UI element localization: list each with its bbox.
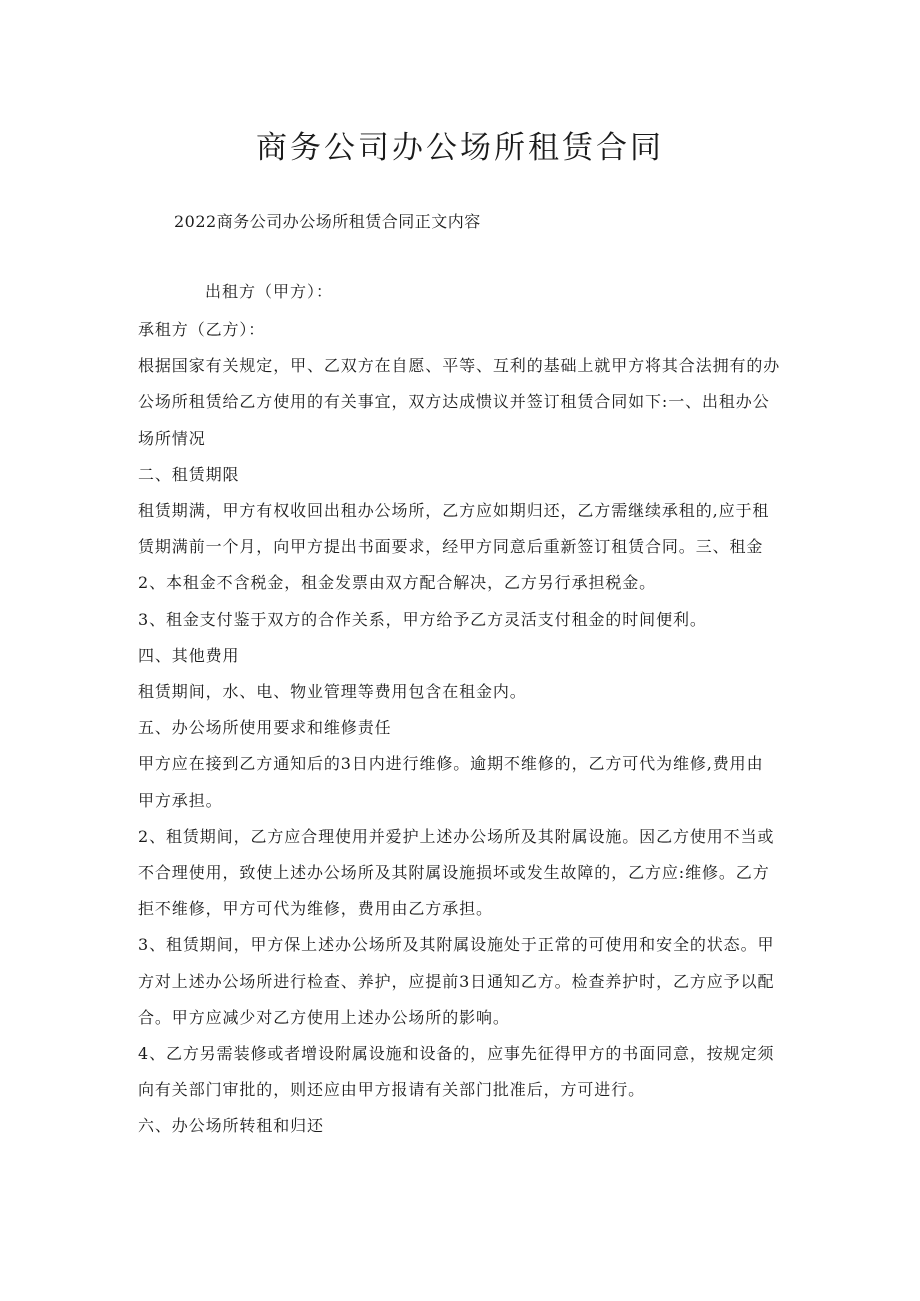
body-line: 公场所租赁给乙方使用的有关事宜，双方达成愦议并签订租赁合同如下:一、出租办公 [138, 392, 770, 412]
body-line: 2、本租金不含税金，租金发票由双方配合解决，乙方另行承担税金。 [138, 573, 657, 593]
body-line: 场所情况 [138, 428, 206, 448]
body-line: 租赁期间，水、电、物业管理等费用包含在租金内。 [138, 682, 527, 702]
body-line: 租赁期满，甲方有权收回出租办公场所，乙方应如期归还，乙方需继续承租的,应于租 [138, 501, 770, 521]
body-line: 甲方承担。 [138, 790, 223, 810]
body-line: 赁期满前一个月，向甲方提出书面要求，经甲方同意后重新签订租赁合同。三、租金 [138, 537, 764, 557]
document-title: 商务公司办公场所租赁合同 [256, 130, 664, 166]
body-line: 3、租金支付鉴于双方的合作关系，甲方给予乙方灵活支付租金的时间便利。 [138, 609, 707, 629]
body-line: 方对上述办公场所进行检查、养护，应提前3日通知乙方。检查养护时，乙方应予以配 [138, 971, 775, 991]
document-subtitle: 2022商务公司办公场所租赁合同正文内容 [174, 212, 481, 231]
body-line: 甲方应在接到乙方通知后的3日内进行维修。逾期不维修的，乙方可代为维修,费用由 [138, 754, 764, 774]
body-line: 不合理使用，致使上述办公场所及其附属设施损坏或发生故障的，乙方应:维修。乙方 [138, 863, 770, 883]
body-line: 2、租赁期间，乙方应合理使用并爱护上述办公场所及其附属设施。因乙方使用不当或 [138, 826, 775, 846]
document-body [138, 312, 784, 1145]
section-heading: 二、租赁期限 [138, 464, 240, 484]
party-a-line: 出租方（甲方）： [205, 282, 334, 301]
body-line: 4、乙方另需装修或者增设附属设施和设备的，应事先征得甲方的书面同意，按规定须 [138, 1044, 775, 1064]
body-line: 承租方（乙方）： [138, 320, 266, 339]
section-heading: 六、办公场所转租和归还 [138, 1116, 324, 1136]
body-line: 3、租赁期间，甲方保上述办公场所及其附属设施处于正常的可使用和安全的状态。甲 [138, 935, 775, 955]
section-heading: 四、其他费用 [138, 645, 240, 665]
body-line: 拒不维修，甲方可代为维修，费用由乙方承担。 [138, 899, 493, 919]
body-line: 合。甲方应减少对乙方使用上述办公场所的影响。 [138, 1007, 510, 1027]
section-heading: 五、办公场所使用要求和维修责任 [138, 718, 392, 738]
body-line: 根据国家有关规定，甲、乙双方在自愿、平等、互利的基础上就甲方将其合法拥有的办 [138, 356, 781, 376]
body-line: 向有关部门审批的，则还应由甲方报请有关部门批准后，方可进行。 [138, 1080, 646, 1100]
